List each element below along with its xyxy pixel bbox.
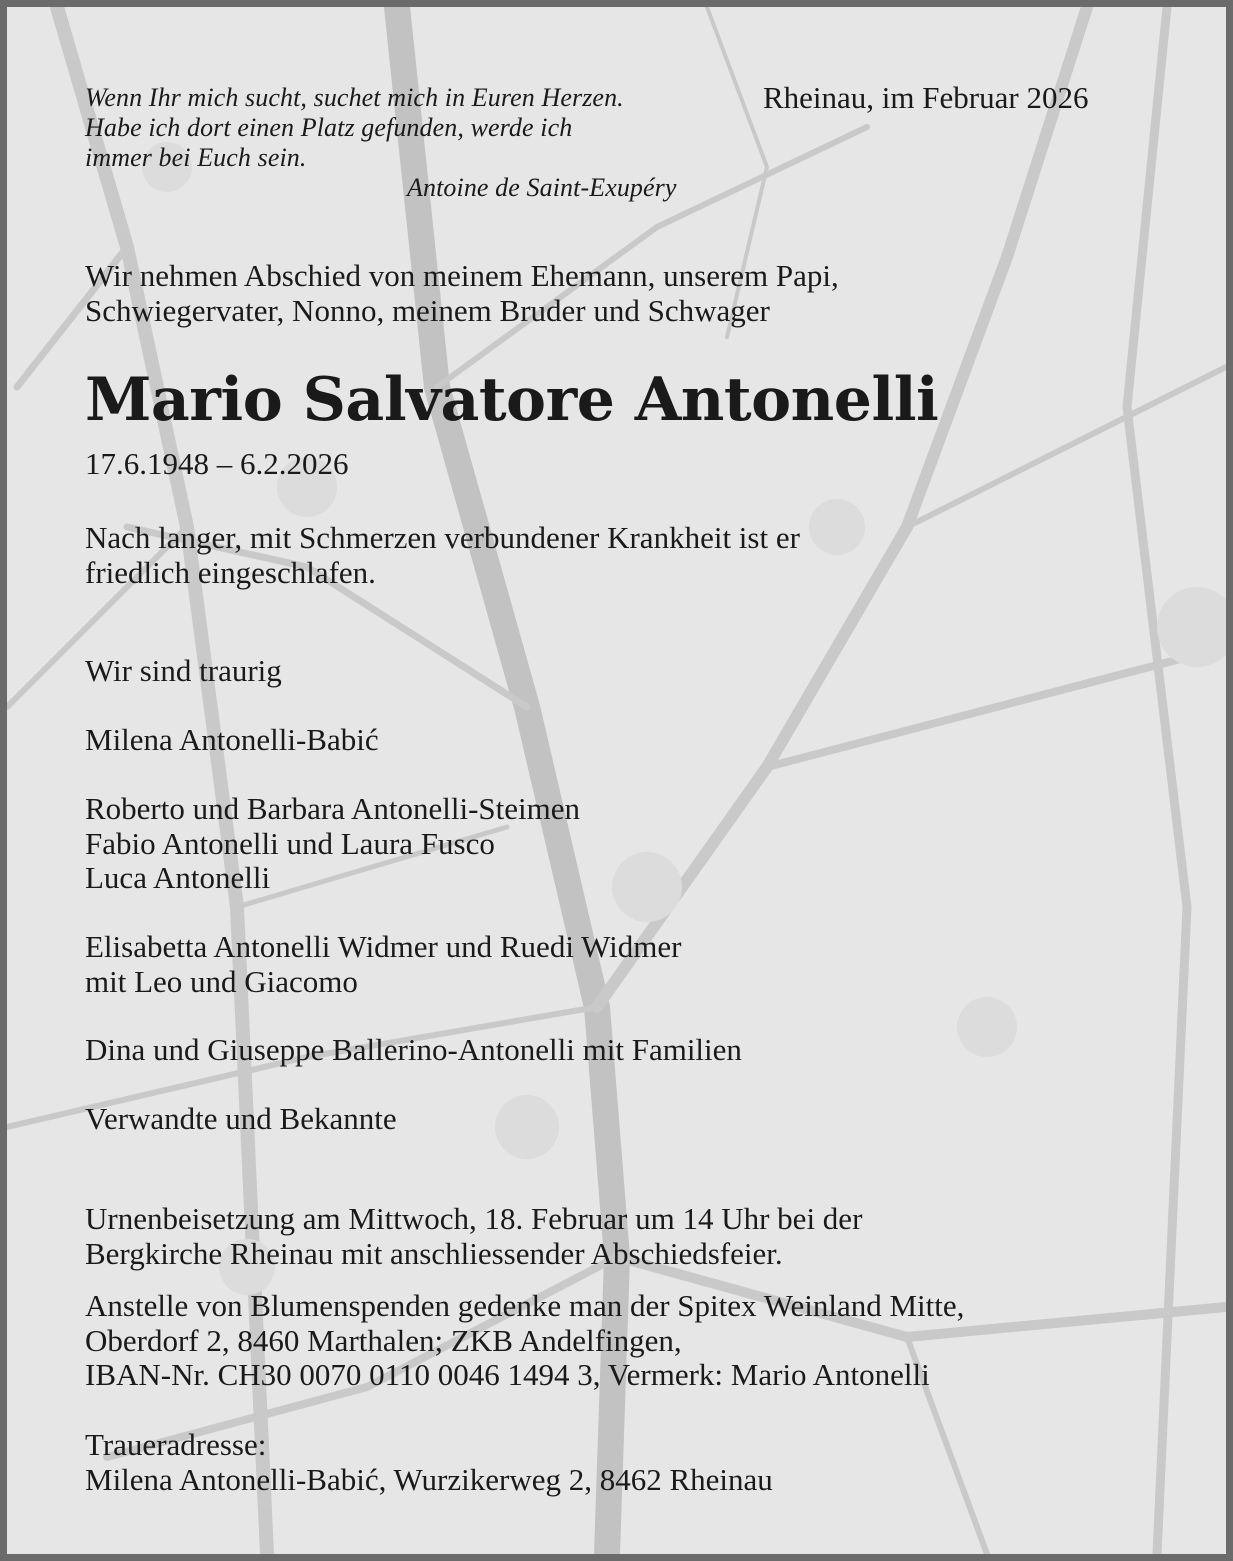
mourning-address-value: Milena Antonelli-Babić, Wurzikerweg 2, 8462 Rheinau [85,1461,773,1497]
mourners-heading: Wir sind traurig [85,653,282,688]
mourner-name: Verwandte und Bekannte [85,1101,397,1136]
mourner-name: Luca Antonelli [85,860,271,895]
statement-line: friedlich eingeschlafen. [85,554,376,590]
mourner-name: Dina und Giuseppe Ballerino-Antonelli mit Familien [85,1032,742,1067]
mourning-address-label: Traueradresse: [85,1427,267,1462]
mourner-name: Elisabetta Antonelli Widmer und Ruedi Widmer [85,929,682,964]
mourner-name: Fabio Antonelli und Laura Fusco [85,825,495,861]
quote-line: immer bei Euch sein. [85,143,307,172]
ceremony-text [85,1202,862,1271]
donation-line: Oberdorf 2, 8460 Marthalen; ZKB Andelfingen, [85,1322,682,1358]
life-dates: 17.6.1948 – 6.2.2026 [85,446,349,481]
mourner-name: Milena Antonelli-Babić [85,722,379,757]
statement-line: Nach langer, mit Schmerzen verbundener Krankheit ist er [85,520,800,555]
intro-line: Wir nehmen Abschied von meinem Ehemann, unserem Papi, [85,258,839,293]
statement-text [85,521,800,590]
ceremony-line: Urnenbeisetzung am Mittwoch, 18. Februar um 14 Uhr bei der [85,1201,863,1236]
place-and-date: Rheinau, im Februar 2026 [763,80,1089,115]
quote-line: Wenn Ihr mich sucht, suchet mich in Euren Herzen. [85,83,624,112]
obituary-page [7,7,1226,1554]
mourner-group [85,1033,742,1068]
quote [85,83,624,173]
quote-line: Habe ich dort einen Platz gefunden, werde ich [85,113,573,142]
mourner-group [85,792,580,896]
mourning-address [85,1428,773,1497]
mourner-name: Roberto und Barbara Antonelli-Steimen [85,791,581,826]
mourner-name: mit Leo und Giacomo [85,963,358,999]
ceremony-line: Bergkirche Rheinau mit anschliessender Abschiedsfeier. [85,1235,783,1271]
mourner-group [85,930,681,999]
donation-line: IBAN-Nr. CH30 0070 0110 0046 1494 3, Vermerk: Mario Antonelli [85,1357,930,1392]
deceased-name: Mario Salvatore Antonelli [85,365,939,435]
intro-line: Schwiegervater, Nonno, meinem Bruder und Schwager [85,292,770,328]
donation-line: Anstelle von Blumenspenden gedenke man der Spitex Weinland Mitte, [85,1288,965,1323]
donation-text [85,1289,964,1393]
quote-author: Antoine de Saint-Exupéry [407,173,677,202]
mourner-group [85,1102,397,1137]
intro-text [85,259,839,328]
mourner-group [85,723,379,758]
